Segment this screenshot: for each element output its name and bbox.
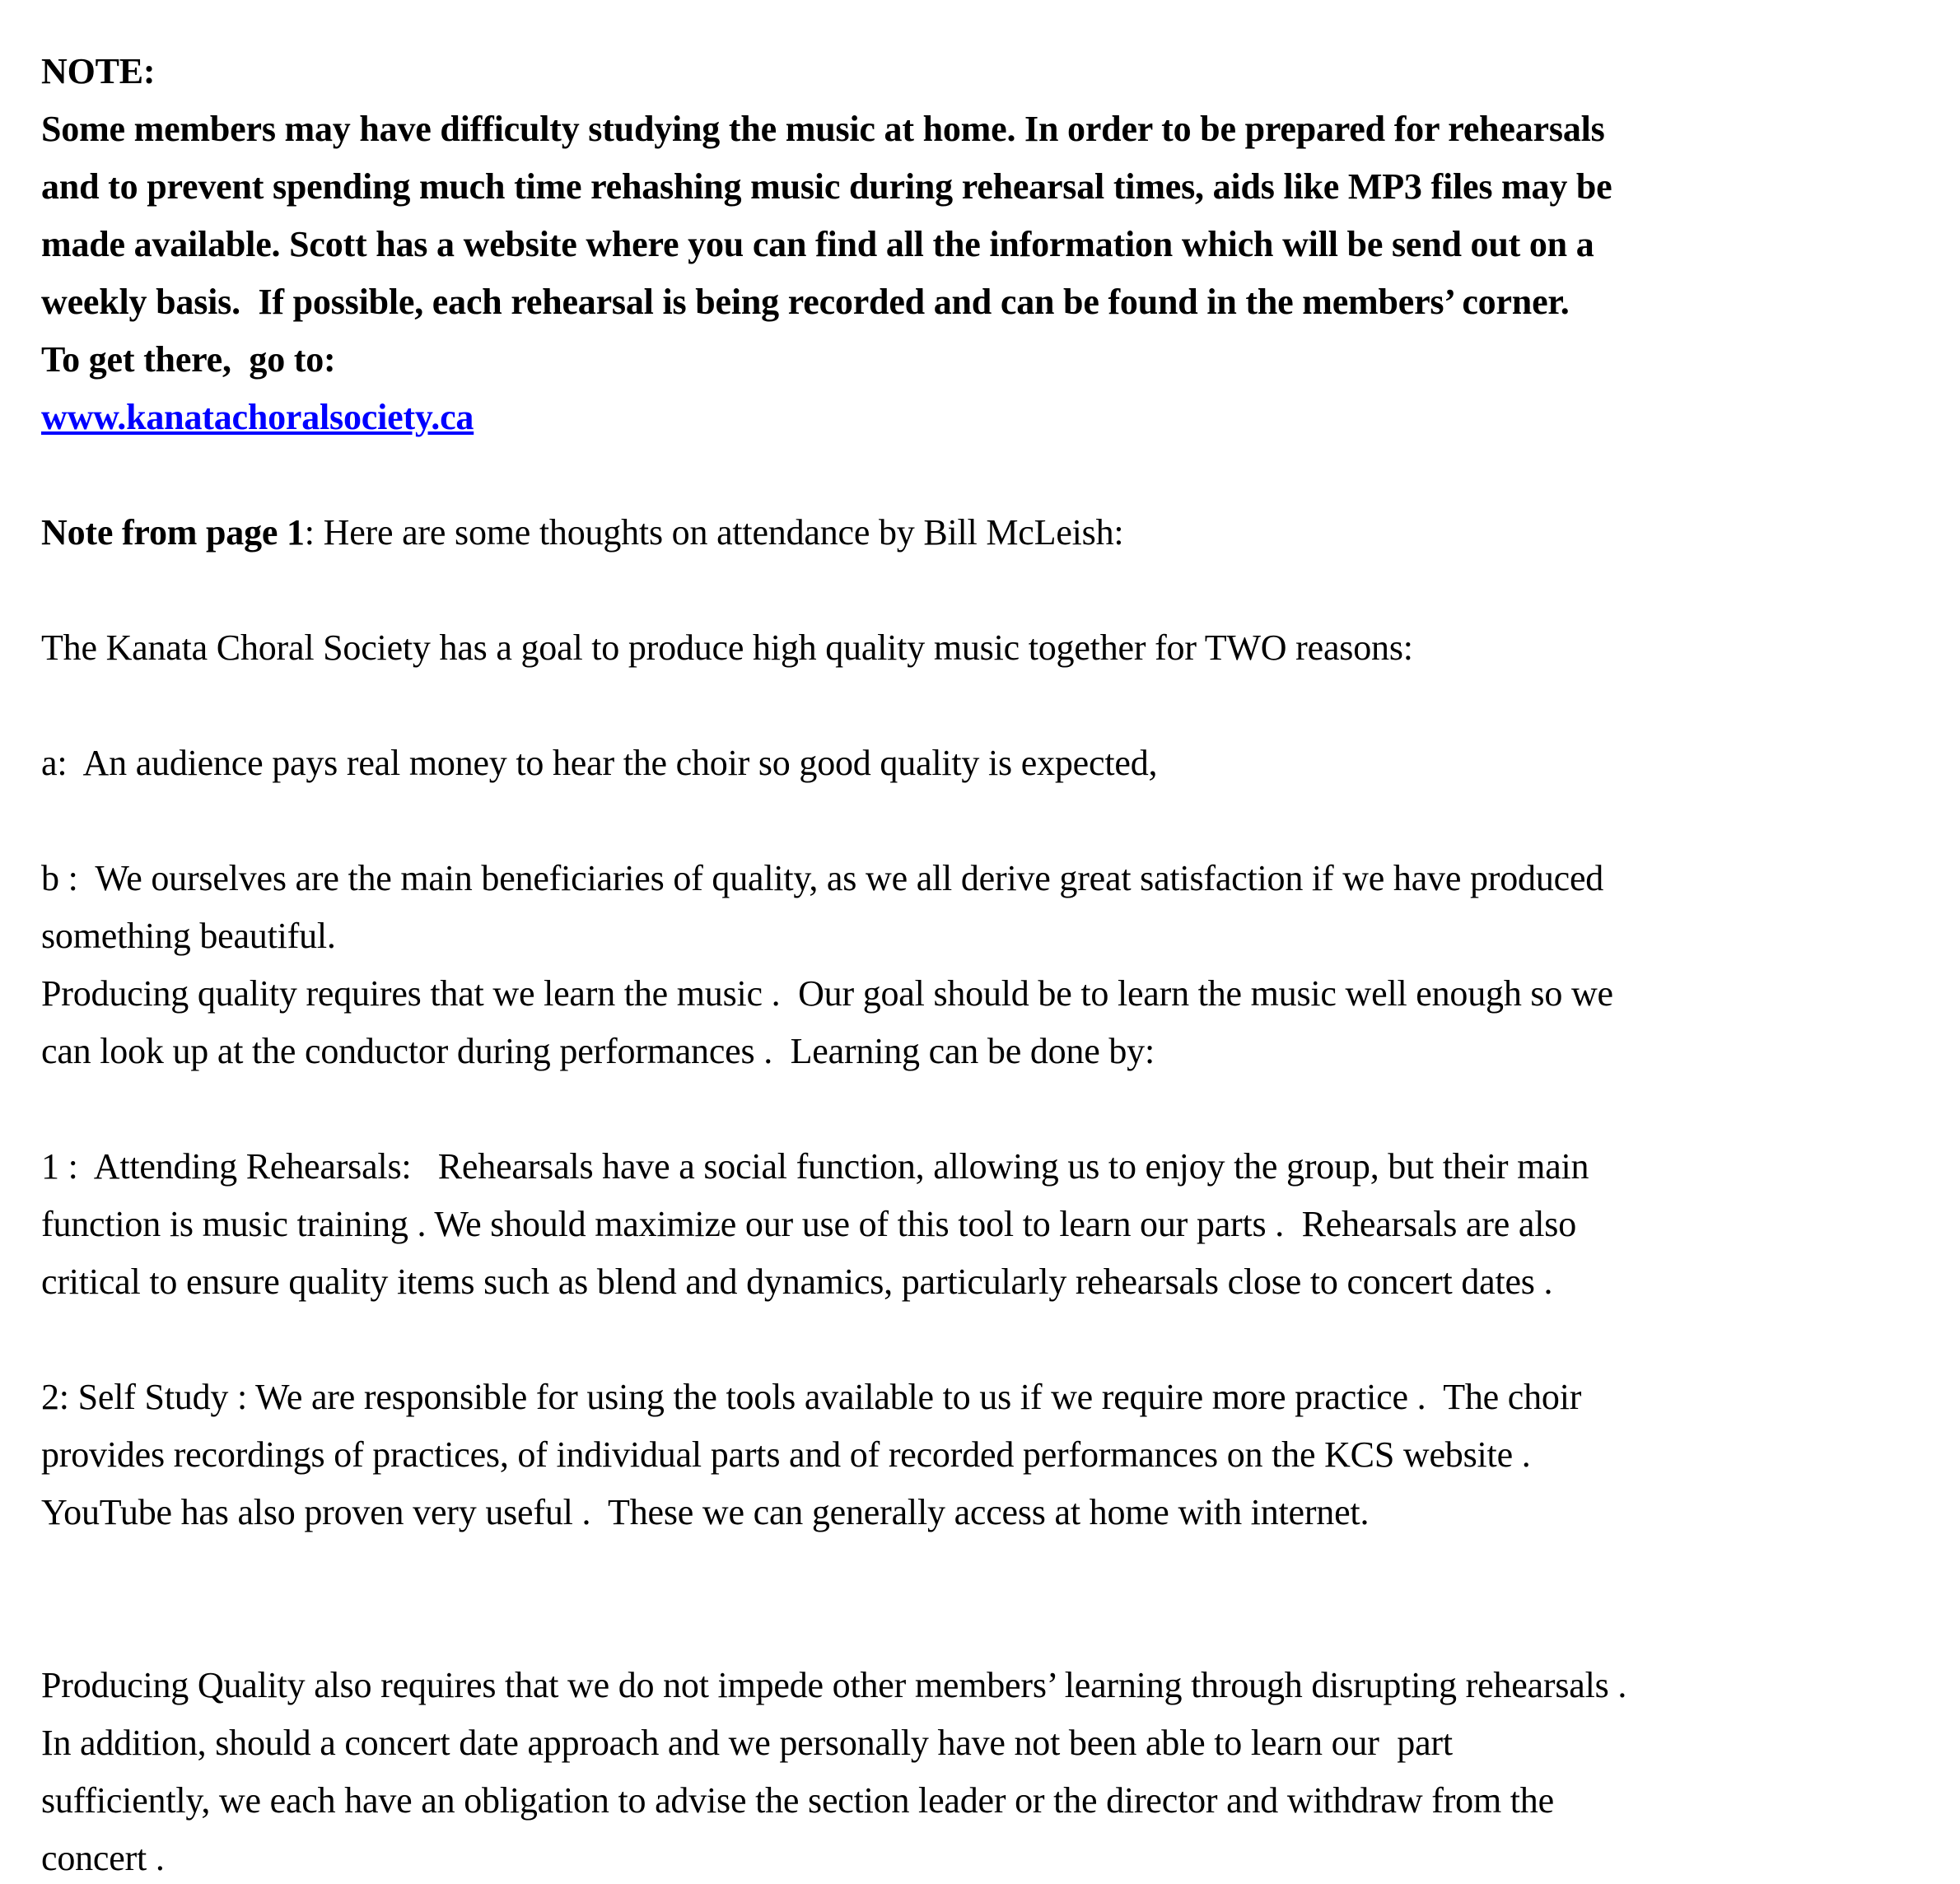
website-link-line xyxy=(41,389,1927,446)
point-1-line-3: critical to ensure quality items such as blend and dynamics, particularly rehearsals close to concert dates . xyxy=(41,1261,1553,1302)
note-heading: NOTE: xyxy=(41,51,156,91)
goal-line: The Kanata Choral Society has a goal to produce high quality music together for TWO reasons: xyxy=(41,627,1413,668)
point-1-paragraph xyxy=(41,1138,1927,1311)
goal-paragraph xyxy=(41,619,1927,677)
reason-b-paragraph xyxy=(41,850,1927,1080)
closing-paragraph xyxy=(41,1657,1927,1884)
note-body-line-5: To get there, go to: xyxy=(41,339,336,380)
closing-line-2: In addition, should a concert date approach and we personally have not been able to learn our part xyxy=(41,1723,1453,1763)
closing-line-4: concert . xyxy=(41,1838,165,1878)
reason-a-paragraph xyxy=(41,734,1927,792)
reason-b-line-2: something beautiful. xyxy=(41,916,336,956)
note-section xyxy=(41,43,1927,446)
reason-b-line-4: can look up at the conductor during performances . Learning can be done by: xyxy=(41,1031,1155,1071)
point-2-line-1: 2: Self Study : We are responsible for using the tools available to us if we require more practice . The choir xyxy=(41,1377,1582,1417)
note-body-line-2: and to prevent spending much time rehashing music during rehearsal times, aids like MP3 files may be xyxy=(41,166,1612,207)
attendance-intro xyxy=(41,504,1927,562)
point-2-paragraph xyxy=(41,1369,1927,1541)
point-2-line-3: YouTube has also proven very useful . These we can generally access at home with internet. xyxy=(41,1492,1370,1532)
closing-line-1: Producing Quality also requires that we do not impede other members’ learning through disrupting rehearsals . xyxy=(41,1665,1627,1705)
reason-b-line-1: b : We ourselves are the main beneficiaries of quality, as we all derive great satisfaction if we have produced xyxy=(41,858,1604,898)
closing-line-3: sufficiently, we each have an obligation to advise the section leader or the director and withdraw from the xyxy=(41,1780,1554,1821)
note-body-line-4: weekly basis. If possible, each rehearsal is being recorded and can be found in the members’ corner. xyxy=(41,282,1570,322)
attendance-intro-line xyxy=(41,504,1927,562)
attendance-intro-rest: : Here are some thoughts on attendance by Bill McLeish: xyxy=(304,512,1124,553)
reason-b-line-3: Producing quality requires that we learn the music . Our goal should be to learn the music well enough so we xyxy=(41,973,1613,1014)
reason-a-line: a: An audience pays real money to hear the choir so good quality is expected, xyxy=(41,743,1158,783)
website-link[interactable]: www.kanatachoralsociety.ca xyxy=(41,397,474,437)
point-1-line-1: 1 : Attending Rehearsals: Rehearsals have a social function, allowing us to enjoy the group, but their main xyxy=(41,1146,1589,1187)
attendance-intro-lead: Note from page 1 xyxy=(41,512,305,553)
note-body-line-1: Some members may have difficulty studying the music at home. In order to be prepared for rehearsals xyxy=(41,109,1605,149)
point-1-line-2: function is music training . We should maximize our use of this tool to learn our parts . Rehearsals are also xyxy=(41,1204,1577,1244)
point-2-line-2: provides recordings of practices, of individual parts and of recorded performances on the KCS website . xyxy=(41,1434,1531,1475)
note-body-line-3: made available. Scott has a website where you can find all the information which will be send out on a xyxy=(41,224,1594,264)
